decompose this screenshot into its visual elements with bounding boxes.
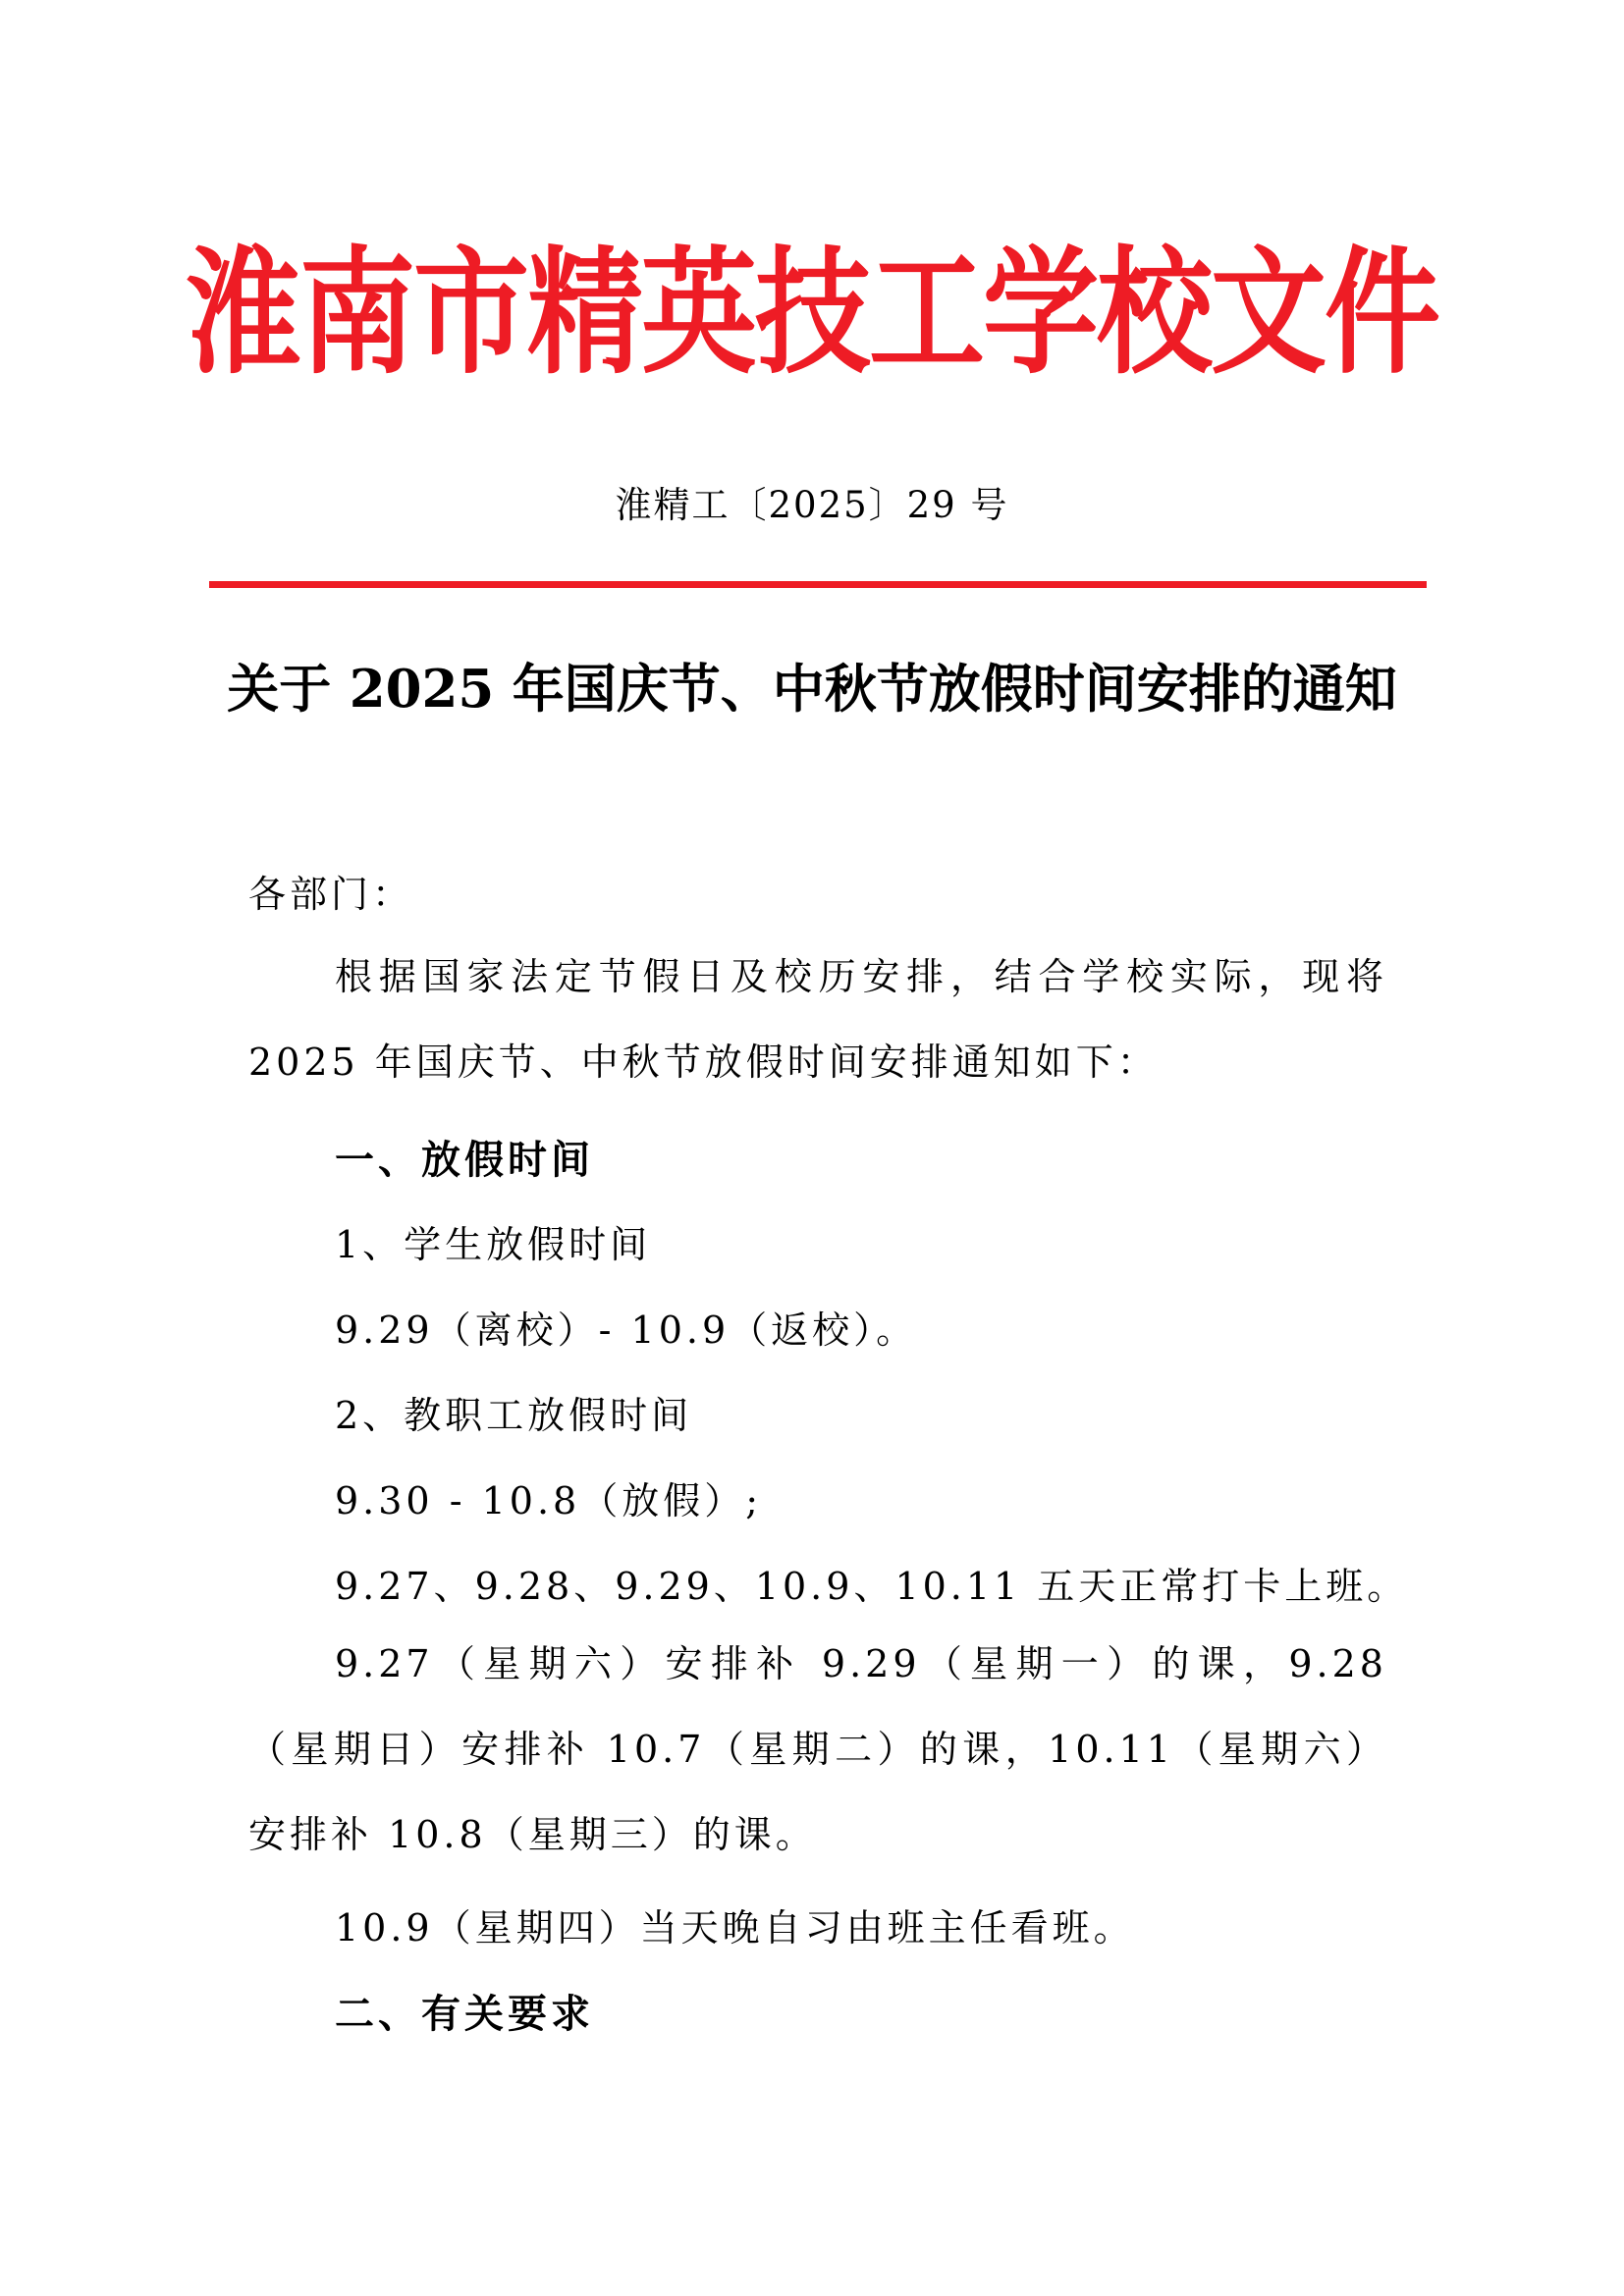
intro-paragraph: 根据国家法定节假日及校历安排，结合学校实际，现将 2025 年国庆节、中秋节放假时间安排通知如下： [248,955,1387,1084]
staff-holiday-label: 2、教职工放假时间 [335,1394,693,1437]
salutation: 各部门： [248,873,414,916]
student-holiday-label: 1、学生放假时间 [335,1223,652,1266]
notice-title: 关于 2025 年国庆节、中秋节放假时间安排的通知 [227,659,1397,720]
staff-holiday-dates: 9.30 - 10.8（放假）; [335,1479,763,1522]
section1-heading: 一、放假时间 [335,1137,594,1183]
school-header-title: 淮南市精英技工学校文件 [185,233,1438,393]
evening-study-note: 10.9（星期四）当天晚自习由班主任看班。 [335,1906,1135,1949]
section2-heading: 二、有关要求 [335,1991,594,2037]
student-holiday-dates: 9.29（离校）- 10.9（返校）。 [335,1308,918,1352]
red-divider-line [209,581,1427,588]
work-days-note: 9.27、9.28、9.29、10.9、10.11 五天正常打卡上班。 [335,1565,1409,1608]
makeup-classes-paragraph: 9.27（星期六）安排补 9.29（星期一）的课，9.28（星期日）安排补 10.7（星期二）的课，10.11（星期六）安排补 10.8（星期三）的课。 [248,1642,1387,1856]
document-number: 淮精工〔2025〕29 号 [615,484,1009,526]
